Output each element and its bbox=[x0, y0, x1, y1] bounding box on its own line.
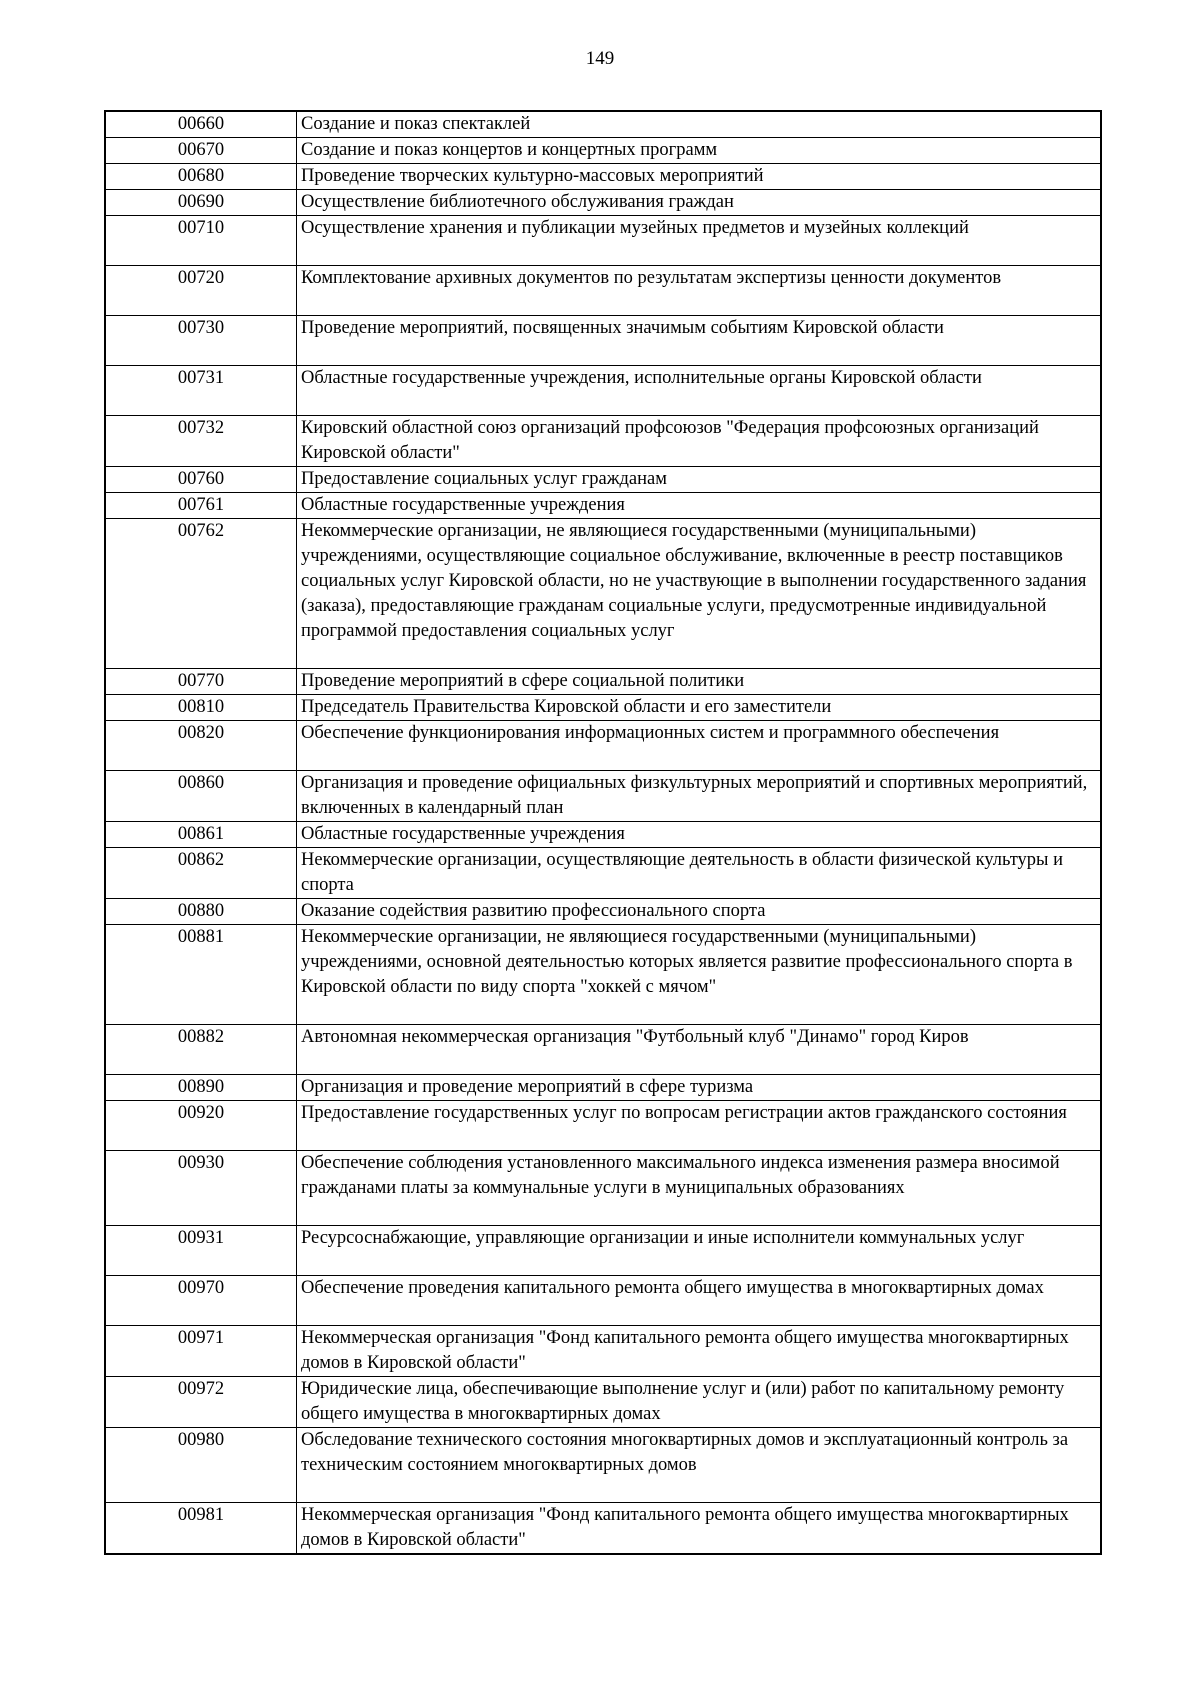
row-code: 00760 bbox=[105, 467, 297, 493]
row-code: 00670 bbox=[105, 138, 297, 164]
table-row bbox=[105, 1226, 1101, 1276]
table-row bbox=[105, 1428, 1101, 1503]
row-name: Создание и показ концертов и концертных программ bbox=[297, 138, 1102, 164]
row-code: 00770 bbox=[105, 669, 297, 695]
table-row bbox=[105, 1503, 1101, 1555]
table-row bbox=[105, 366, 1101, 416]
row-code: 00980 bbox=[105, 1428, 297, 1503]
page-number: 149 bbox=[585, 48, 615, 69]
row-code: 00920 bbox=[105, 1101, 297, 1151]
table-row bbox=[105, 416, 1101, 467]
row-code: 00971 bbox=[105, 1326, 297, 1377]
row-code: 00720 bbox=[105, 266, 297, 316]
row-name: Комплектование архивных документов по результатам экспертизы ценности документов bbox=[297, 266, 1102, 316]
row-name: Осуществление хранения и публикации музейных предметов и музейных коллекций bbox=[297, 216, 1102, 266]
table-row bbox=[105, 822, 1101, 848]
row-code: 00880 bbox=[105, 899, 297, 925]
row-code: 00730 bbox=[105, 316, 297, 366]
row-name: Оказание содействия развитию профессионального спорта bbox=[297, 899, 1102, 925]
row-code: 00660 bbox=[105, 111, 297, 138]
row-name: Организация и проведение официальных физкультурных мероприятий и спортивных мероприятий, включенных в календарный план bbox=[297, 771, 1102, 822]
table-row bbox=[105, 695, 1101, 721]
table-row bbox=[105, 111, 1101, 138]
row-code: 00862 bbox=[105, 848, 297, 899]
row-code: 00762 bbox=[105, 519, 297, 669]
row-name: Кировский областной союз организаций профсоюзов "Федерация профсоюзных организаций Кировской области" bbox=[297, 416, 1102, 467]
row-code: 00690 bbox=[105, 190, 297, 216]
row-code: 00860 bbox=[105, 771, 297, 822]
row-code: 00881 bbox=[105, 925, 297, 1025]
row-code: 00731 bbox=[105, 366, 297, 416]
table-row bbox=[105, 216, 1101, 266]
row-code: 00890 bbox=[105, 1075, 297, 1101]
row-name: Осуществление библиотечного обслуживания граждан bbox=[297, 190, 1102, 216]
row-name: Обеспечение функционирования информационных систем и программного обеспечения bbox=[297, 721, 1102, 771]
table-row bbox=[105, 467, 1101, 493]
row-name: Обеспечение соблюдения установленного максимального индекса изменения размера вносимой гражданами платы за коммунальные услуги в муниципальных образованиях bbox=[297, 1151, 1102, 1226]
row-code: 00972 bbox=[105, 1377, 297, 1428]
row-name: Некоммерческие организации, осуществляющие деятельность в области физической культуры и спорта bbox=[297, 848, 1102, 899]
table-row bbox=[105, 1276, 1101, 1326]
table-row bbox=[105, 1075, 1101, 1101]
row-name: Проведение мероприятий в сфере социальной политики bbox=[297, 669, 1102, 695]
row-name: Обеспечение проведения капитального ремонта общего имущества в многоквартирных домах bbox=[297, 1276, 1102, 1326]
row-code: 00931 bbox=[105, 1226, 297, 1276]
row-name: Проведение мероприятий, посвященных значимым событиям Кировской области bbox=[297, 316, 1102, 366]
row-code: 00930 bbox=[105, 1151, 297, 1226]
table-row bbox=[105, 1025, 1101, 1075]
row-code: 00680 bbox=[105, 164, 297, 190]
row-name: Ресурсоснабжающие, управляющие организации и иные исполнители коммунальных услуг bbox=[297, 1226, 1102, 1276]
table-row bbox=[105, 164, 1101, 190]
row-code: 00710 bbox=[105, 216, 297, 266]
row-name: Областные государственные учреждения bbox=[297, 493, 1102, 519]
table-row bbox=[105, 316, 1101, 366]
table-row bbox=[105, 1326, 1101, 1377]
table-row bbox=[105, 721, 1101, 771]
row-code: 00761 bbox=[105, 493, 297, 519]
row-code: 00732 bbox=[105, 416, 297, 467]
row-name: Областные государственные учреждения bbox=[297, 822, 1102, 848]
row-name: Некоммерческая организация "Фонд капитального ремонта общего имущества многоквартирных домов в Кировской области" bbox=[297, 1326, 1102, 1377]
table-row bbox=[105, 138, 1101, 164]
code-table-body bbox=[105, 111, 1101, 1554]
row-code: 00882 bbox=[105, 1025, 297, 1075]
row-name: Организация и проведение мероприятий в сфере туризма bbox=[297, 1075, 1102, 1101]
table-row bbox=[105, 190, 1101, 216]
row-name: Создание и показ спектаклей bbox=[297, 111, 1102, 138]
row-name: Автономная некоммерческая организация "Футбольный клуб "Динамо" город Киров bbox=[297, 1025, 1102, 1075]
row-code: 00861 bbox=[105, 822, 297, 848]
table-row bbox=[105, 925, 1101, 1025]
row-code: 00970 bbox=[105, 1276, 297, 1326]
code-table bbox=[104, 110, 1102, 1555]
row-name: Некоммерческая организация "Фонд капитального ремонта общего имущества многоквартирных домов в Кировской области" bbox=[297, 1503, 1102, 1555]
row-name: Проведение творческих культурно-массовых мероприятий bbox=[297, 164, 1102, 190]
row-code: 00810 bbox=[105, 695, 297, 721]
row-name: Предоставление государственных услуг по вопросам регистрации актов гражданского состояния bbox=[297, 1101, 1102, 1151]
table-row bbox=[105, 266, 1101, 316]
table-row bbox=[105, 493, 1101, 519]
row-code: 00981 bbox=[105, 1503, 297, 1555]
table-row bbox=[105, 1377, 1101, 1428]
row-name: Областные государственные учреждения, исполнительные органы Кировской области bbox=[297, 366, 1102, 416]
row-name: Предоставление социальных услуг гражданам bbox=[297, 467, 1102, 493]
table-row bbox=[105, 1101, 1101, 1151]
table-row bbox=[105, 848, 1101, 899]
row-name: Обследование технического состояния многоквартирных домов и эксплуатационный контроль за техническим состоянием многоквартирных домов bbox=[297, 1428, 1102, 1503]
row-name: Юридические лица, обеспечивающие выполнение услуг и (или) работ по капитальному ремонту общего имущества в многоквартирных домах bbox=[297, 1377, 1102, 1428]
table-row bbox=[105, 669, 1101, 695]
table-row bbox=[105, 771, 1101, 822]
row-name: Некоммерческие организации, не являющиеся государственными (муниципальными) учреждениями, основной деятельностью которых является развитие профессионального спорта в Кировской области по виду спорта "хоккей с мячом" bbox=[297, 925, 1102, 1025]
row-name: Председатель Правительства Кировской области и его заместители bbox=[297, 695, 1102, 721]
row-code: 00820 bbox=[105, 721, 297, 771]
table-row bbox=[105, 899, 1101, 925]
table-row bbox=[105, 1151, 1101, 1226]
row-name: Некоммерческие организации, не являющиеся государственными (муниципальными) учреждениями, осуществляющие социальное обслуживание, включенные в реестр поставщиков социальных услуг Кировской области, но не участвующие в выполнении государственного задания (заказа), предоставляющие гражданам социальные услуги, предусмотренные индивидуальной программой предоставления социальных услуг bbox=[297, 519, 1102, 669]
table-row bbox=[105, 519, 1101, 669]
